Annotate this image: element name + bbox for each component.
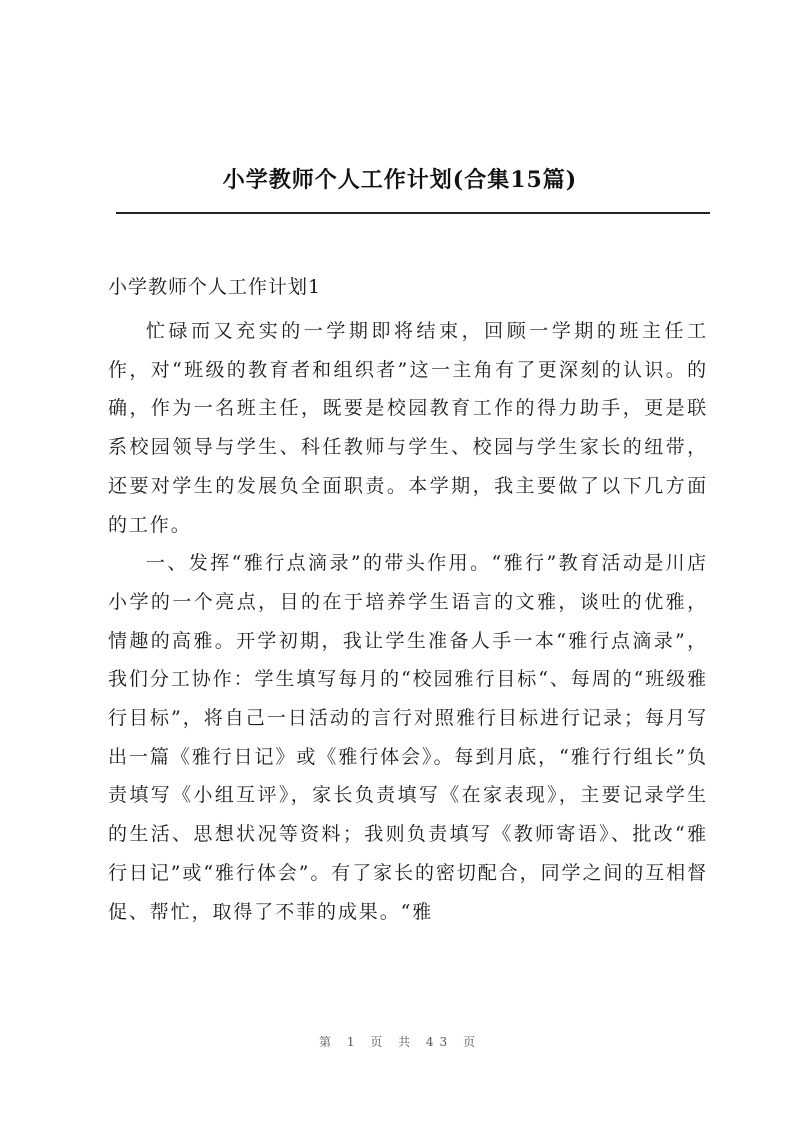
document-body — [108, 312, 708, 931]
paragraph-2: 一、发挥“雅行点滴录”的带头作用。“雅行”教育活动是川店小学的一个亮点，目的在于培养学生语言的文雅，谈吐的优雅，情趣的高雅。开学初期，我让学生准备人手一本“雅行点滴录”，我们分工协作：学生填写每月的“校园雅行目标“、每周的“班级雅行目标”，将自己一日活动的言行对照雅行目标进行记录；每月写出一篇《雅行日记》或《雅行体会》。每到月底，“雅行行组长”负责填写《小组互评》，家长负责填写《在家表现》，主要记录学生的生活、思想状况等资料；我则负责填写《教师寄语》、批改“雅行日记”或“雅行体会”。有了家长的密切配合，同学之间的互相督促、帮忙，取得了不菲的成果。“雅 — [108, 552, 708, 923]
section-heading: 小学教师个人工作计划1 — [108, 276, 322, 298]
paragraph-1: 忙碌而又充实的一学期即将结束，回顾一学期的班主任工作，对“班级的教育者和组织者”这一主角有了更深刻的认识。的确，作为一名班主任，既要是校园教育工作的得力助手，更是联系校园领导与学生、科任教师与学生、校园与学生家长的纽带，还要对学生的发展负全面职责。本学期，我主要做了以下几方面的工作。 — [108, 320, 708, 536]
page-footer: 第 1 页 共 43 页 — [319, 1035, 481, 1049]
title-divider — [116, 212, 710, 214]
document-title: 小学教师个人工作计划(合集15篇) — [222, 167, 578, 193]
